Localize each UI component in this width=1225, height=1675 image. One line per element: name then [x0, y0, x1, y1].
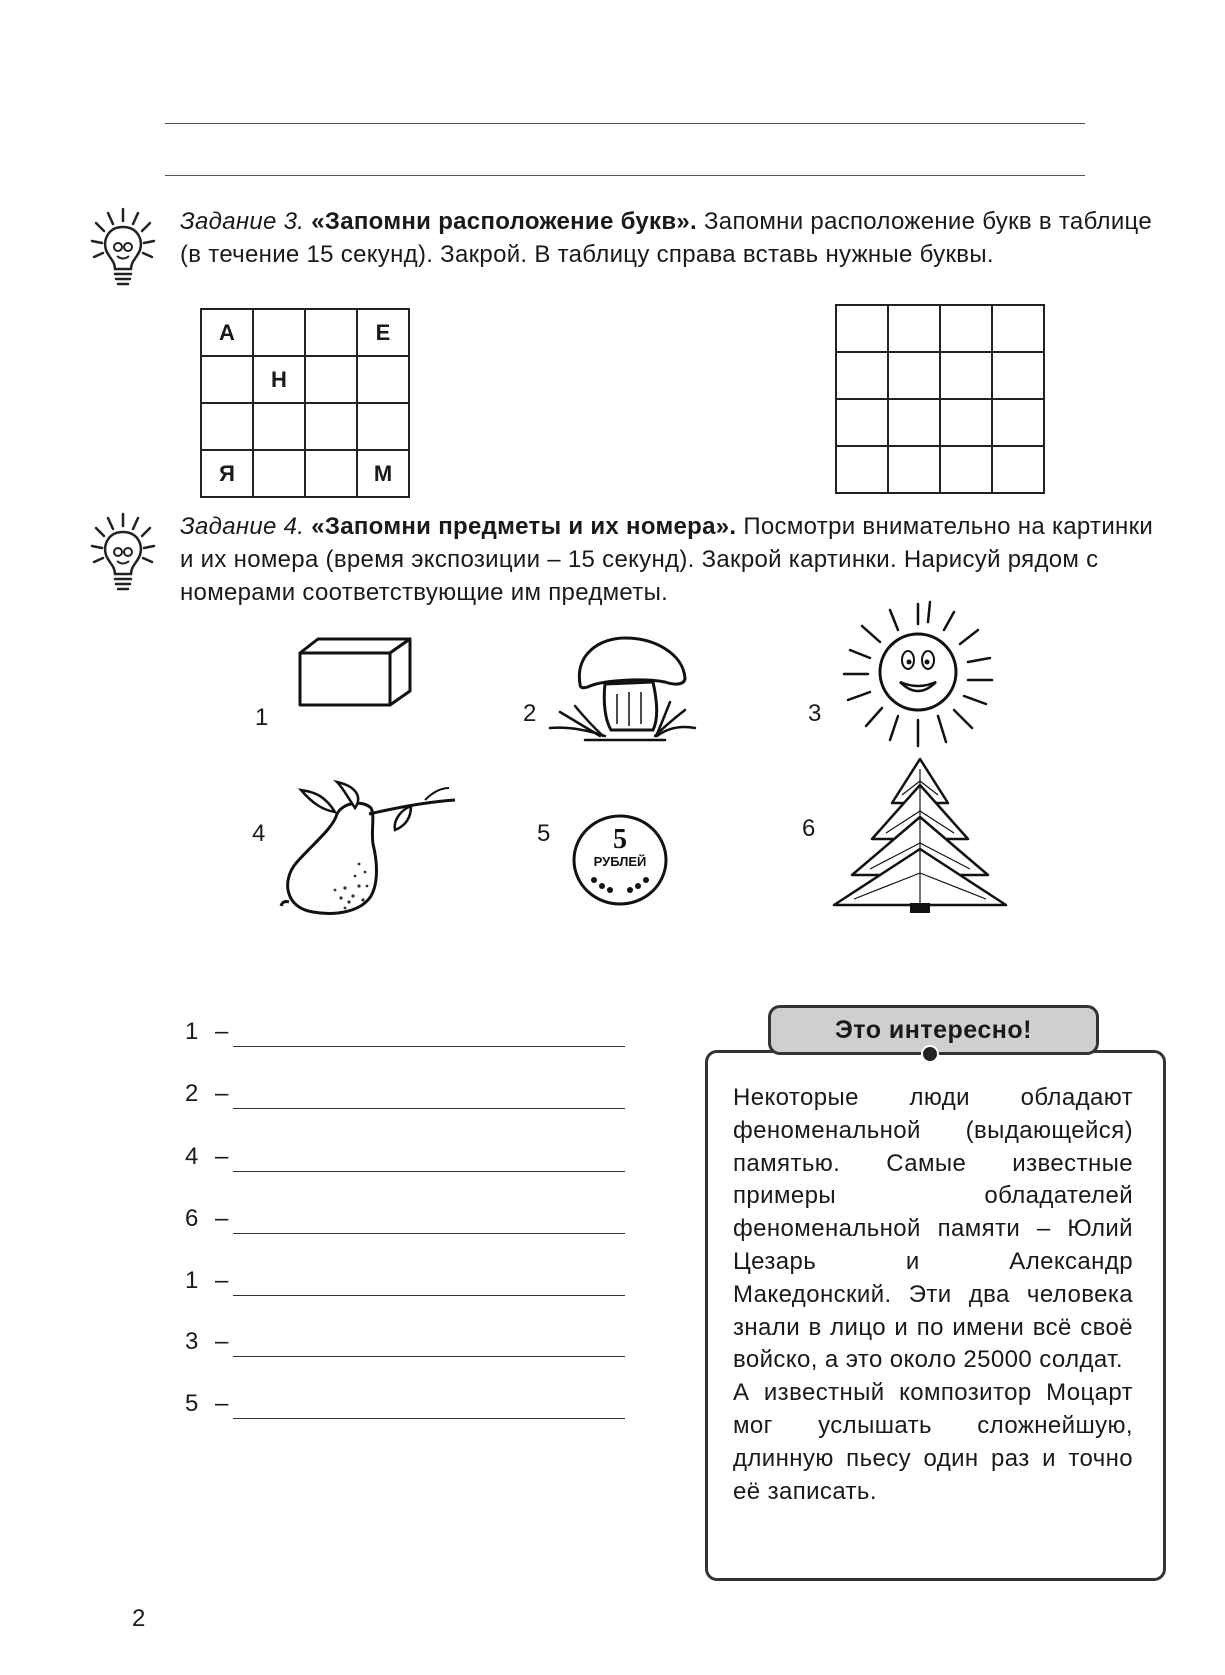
- answer-number: 2: [185, 1080, 199, 1107]
- answer-cell[interactable]: [836, 352, 888, 399]
- lightbulb-icon: [88, 205, 158, 300]
- task-3-text: [180, 205, 1160, 271]
- page-number: 2: [132, 1605, 146, 1632]
- answer-cell[interactable]: [940, 352, 992, 399]
- grid-cell: Е: [357, 309, 409, 356]
- grid-cell: [253, 450, 305, 497]
- task-3-label: Задание 3.: [180, 208, 305, 235]
- letter-grid-sample: [200, 308, 410, 498]
- writing-line-1: [165, 123, 1085, 124]
- answer-number: 5: [185, 1390, 199, 1417]
- answer-dash: –: [215, 1390, 229, 1417]
- task-3-title: «Запомни расположение букв».: [311, 208, 698, 235]
- answer-cell[interactable]: [836, 446, 888, 493]
- answer-dash: –: [215, 1018, 229, 1045]
- answer-row[interactable]: [185, 1143, 625, 1177]
- answer-number: 6: [185, 1205, 199, 1232]
- answer-row[interactable]: [185, 1267, 625, 1301]
- fir-tree-icon: [830, 755, 1010, 920]
- picture-number: 5: [537, 820, 551, 847]
- answer-number: 4: [185, 1143, 199, 1170]
- sun-icon: [838, 600, 998, 755]
- picture-number: 6: [802, 815, 816, 842]
- answer-line[interactable]: [233, 1356, 625, 1357]
- answer-cell[interactable]: [836, 305, 888, 352]
- grid-cell: Я: [201, 450, 253, 497]
- answer-cell[interactable]: [888, 352, 940, 399]
- answer-line[interactable]: [233, 1233, 625, 1234]
- badge-pin-icon: [921, 1045, 939, 1063]
- grid-cell: [253, 309, 305, 356]
- mushroom-icon: [545, 632, 700, 749]
- coin-icon: [570, 810, 670, 915]
- grid-cell: [305, 309, 357, 356]
- picture-number: 4: [252, 820, 266, 847]
- answer-cell[interactable]: [992, 305, 1044, 352]
- answer-cell[interactable]: [992, 399, 1044, 446]
- answer-cell[interactable]: [992, 446, 1044, 493]
- grid-cell: [357, 403, 409, 450]
- task-4-label: Задание 4.: [180, 513, 305, 540]
- grid-cell: [305, 403, 357, 450]
- answer-number: 1: [185, 1018, 199, 1045]
- grid-cell: [305, 450, 357, 497]
- info-paragraph: А известный композитор Моцарт мог услышать сложнейшую, длинную пьесу один раз и точно её записать.: [733, 1379, 1133, 1505]
- answer-dash: –: [215, 1080, 229, 1107]
- answer-line[interactable]: [233, 1046, 625, 1047]
- answer-number: 3: [185, 1328, 199, 1355]
- answer-cell[interactable]: [940, 399, 992, 446]
- answer-cell[interactable]: [836, 399, 888, 446]
- answer-dash: –: [215, 1267, 229, 1294]
- answer-cell[interactable]: [992, 352, 1044, 399]
- grid-cell: М: [357, 450, 409, 497]
- answer-dash: –: [215, 1328, 229, 1355]
- answer-cell[interactable]: [940, 446, 992, 493]
- answer-dash: –: [215, 1205, 229, 1232]
- answer-cell[interactable]: [940, 305, 992, 352]
- answer-line[interactable]: [233, 1418, 625, 1419]
- task-4-instructions: Посмотри внимательно на картинки и их номера (время экспозиции – 15 секунд). Закрой картинки. Нарисуй рядом с номерами соответствующие им предметы.: [180, 513, 1154, 606]
- answer-cell[interactable]: [888, 399, 940, 446]
- grid-cell: [201, 403, 253, 450]
- answer-cell[interactable]: [888, 305, 940, 352]
- letter-grid-answer[interactable]: [835, 304, 1045, 494]
- answer-row[interactable]: [185, 1390, 625, 1424]
- answer-row[interactable]: [185, 1080, 625, 1114]
- info-text: [733, 1082, 1133, 1508]
- grid-cell: [253, 403, 305, 450]
- answer-number: 1: [185, 1267, 199, 1294]
- grid-cell: [305, 356, 357, 403]
- coin-value: 5: [613, 824, 627, 855]
- writing-line-2: [165, 175, 1085, 176]
- answer-line[interactable]: [233, 1295, 625, 1296]
- lightbulb-icon: [88, 510, 158, 605]
- info-badge: Это интересно!: [768, 1005, 1099, 1055]
- task-3-instructions: Запомни расположение букв в таблице (в течение 15 секунд). Закрой. В таблицу справа вставь нужные буквы.: [180, 208, 1152, 268]
- grid-cell: Н: [253, 356, 305, 403]
- answer-line[interactable]: [233, 1171, 625, 1172]
- info-paragraph: Некоторые люди обладают феноменальной (выдающейся) памятью. Самые известные примеры обладателей феноменальной памяти – Юлий Цезарь и Александр Македонский. Эти два человека знали в лицо и по имени всё своё войско, а это около 25000 солдат.: [733, 1084, 1133, 1374]
- answer-row[interactable]: [185, 1205, 625, 1239]
- answer-dash: –: [215, 1143, 229, 1170]
- picture-number: 2: [523, 700, 537, 727]
- picture-number: 3: [808, 700, 822, 727]
- task-4-title: «Запомни предметы и их номера».: [311, 513, 737, 540]
- pear-icon: [275, 778, 465, 923]
- answer-row[interactable]: [185, 1328, 625, 1362]
- coin-text: РУБЛЕЙ: [593, 854, 647, 869]
- picture-number: 1: [255, 704, 269, 731]
- cube-icon: [292, 635, 417, 715]
- answer-row[interactable]: [185, 1018, 625, 1052]
- answer-cell[interactable]: [888, 446, 940, 493]
- grid-cell: [201, 356, 253, 403]
- answer-line[interactable]: [233, 1108, 625, 1109]
- grid-cell: [357, 356, 409, 403]
- grid-cell: А: [201, 309, 253, 356]
- task-4-text: [180, 510, 1160, 609]
